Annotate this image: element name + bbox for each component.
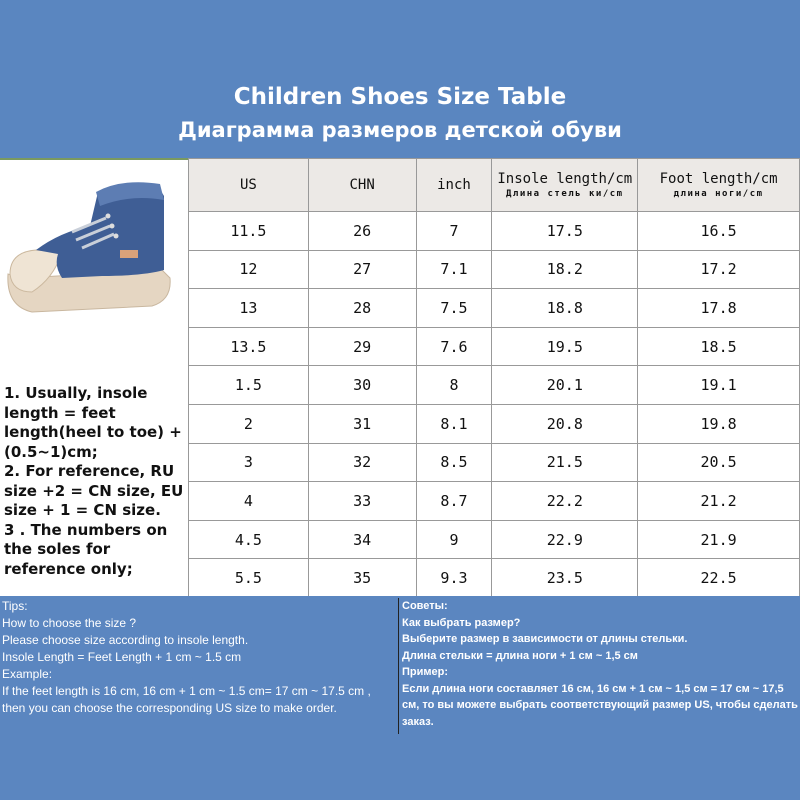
table-cell: 19.1: [638, 366, 800, 405]
table-cell: 20.8: [492, 404, 638, 443]
table-cell: 26: [308, 212, 416, 251]
table-cell: 17.2: [638, 250, 800, 289]
title-english: Children Shoes Size Table: [233, 84, 567, 110]
shoe-image: [2, 166, 184, 326]
table-row: [189, 482, 800, 521]
tips-formula: Insole Length = Feet Length + 1 cm ~ 1.5 cm: [2, 650, 242, 664]
table-row: [189, 366, 800, 405]
table-cell: 28: [308, 289, 416, 328]
table-cell: 18.8: [492, 289, 638, 328]
size-table: [188, 158, 800, 598]
table-row: [189, 289, 800, 328]
table-row: [189, 212, 800, 251]
table-row: [189, 250, 800, 289]
tips-russian: [402, 598, 798, 730]
table-cell: 22.5: [638, 559, 800, 598]
table-row: [189, 559, 800, 598]
table-cell: 18.2: [492, 250, 638, 289]
tips-question: How to choose the size ?: [2, 616, 137, 630]
footer: [0, 596, 800, 800]
table-cell: 20.1: [492, 366, 638, 405]
table-cell: 8: [416, 366, 492, 405]
tips-ru-example: Если длина ноги составляет 16 см, 16 см + 1 см ~ 1,5 см = 17 см ~ 17,5 см, то вы можете выбрать соответствующий размер US, чтобы сделать заказ.: [402, 682, 798, 728]
header-us: US: [189, 159, 309, 212]
tips-example-label: Example:: [2, 667, 53, 681]
tips-ru-instruction: Выберите размер в зависимости от длины стельки.: [402, 633, 688, 645]
table-cell: 16.5: [638, 212, 800, 251]
table-cell: 3: [189, 443, 309, 482]
tips-ru-example-label: Пример:: [402, 666, 449, 678]
table-cell: 20.5: [638, 443, 800, 482]
table-cell: 7.1: [416, 250, 492, 289]
table-cell: 19.8: [638, 404, 800, 443]
header-foot: Foot length/cm длина ноги/cm: [638, 159, 800, 212]
table-cell: 21.9: [638, 520, 800, 559]
title-russian: Диаграмма размеров детской обуви: [178, 118, 622, 142]
table-cell: 32: [308, 443, 416, 482]
header-insole: Insole length/cm Длина стель ки/cm: [492, 159, 638, 212]
table-row: [189, 404, 800, 443]
table-cell: 13.5: [189, 327, 309, 366]
tips-example: If the feet length is 16 cm, 16 cm + 1 cm ~ 1.5 cm= 17 cm ~ 17.5 cm , then you can choose the corresponding US size to make order.: [2, 684, 371, 715]
table-header-row: [189, 159, 800, 212]
header-banner: [0, 0, 800, 158]
table-cell: 34: [308, 520, 416, 559]
notes: [4, 384, 188, 579]
note-3: 3 . The numbers on the soles for reference only;: [4, 520, 168, 578]
table-cell: 29: [308, 327, 416, 366]
table-cell: 22.2: [492, 482, 638, 521]
table-cell: 7.5: [416, 289, 492, 328]
table-cell: 13: [189, 289, 309, 328]
table-cell: 23.5: [492, 559, 638, 598]
table-row: [189, 443, 800, 482]
table-cell: 8.1: [416, 404, 492, 443]
table-cell: 5.5: [189, 559, 309, 598]
table-cell: 9.3: [416, 559, 492, 598]
tips-ru-label: Советы:: [402, 600, 448, 612]
footer-divider: [398, 598, 399, 734]
table-cell: 2: [189, 404, 309, 443]
table-cell: 1.5: [189, 366, 309, 405]
table-cell: 7.6: [416, 327, 492, 366]
table-cell: 22.9: [492, 520, 638, 559]
header-inch: inch: [416, 159, 492, 212]
table-cell: 11.5: [189, 212, 309, 251]
table-cell: 4.5: [189, 520, 309, 559]
table-cell: 17.8: [638, 289, 800, 328]
tips-instruction: Please choose size according to insole length.: [2, 633, 249, 647]
tips-english: [2, 598, 396, 717]
left-panel: [0, 158, 188, 596]
tips-label: Tips:: [2, 599, 28, 613]
table-cell: 31: [308, 404, 416, 443]
table-cell: 18.5: [638, 327, 800, 366]
note-1: 1. Usually, insole length = feet length(heel to toe) + (0.5~1)cm;: [4, 384, 182, 461]
table-cell: 21.2: [638, 482, 800, 521]
table-row: [189, 520, 800, 559]
table-cell: 8.5: [416, 443, 492, 482]
table-cell: 12: [189, 250, 309, 289]
table-cell: 21.5: [492, 443, 638, 482]
table-cell: 8.7: [416, 482, 492, 521]
table-cell: 30: [308, 366, 416, 405]
table-cell: 27: [308, 250, 416, 289]
table-row: [189, 327, 800, 366]
tips-ru-formula: Длина стельки = длина ноги + 1 см ~ 1,5 см: [402, 649, 638, 662]
table-cell: 19.5: [492, 327, 638, 366]
table-cell: 7: [416, 212, 492, 251]
note-2: 2. For reference, RU size +2 = CN size, EU size + 1 = CN size.: [4, 462, 184, 519]
table-cell: 33: [308, 482, 416, 521]
table-cell: 35: [308, 559, 416, 598]
tips-ru-question: Как выбрать размер?: [402, 616, 521, 629]
header-chn: CHN: [308, 159, 416, 212]
table-cell: 4: [189, 482, 309, 521]
table-cell: 9: [416, 520, 492, 559]
table-cell: 17.5: [492, 212, 638, 251]
